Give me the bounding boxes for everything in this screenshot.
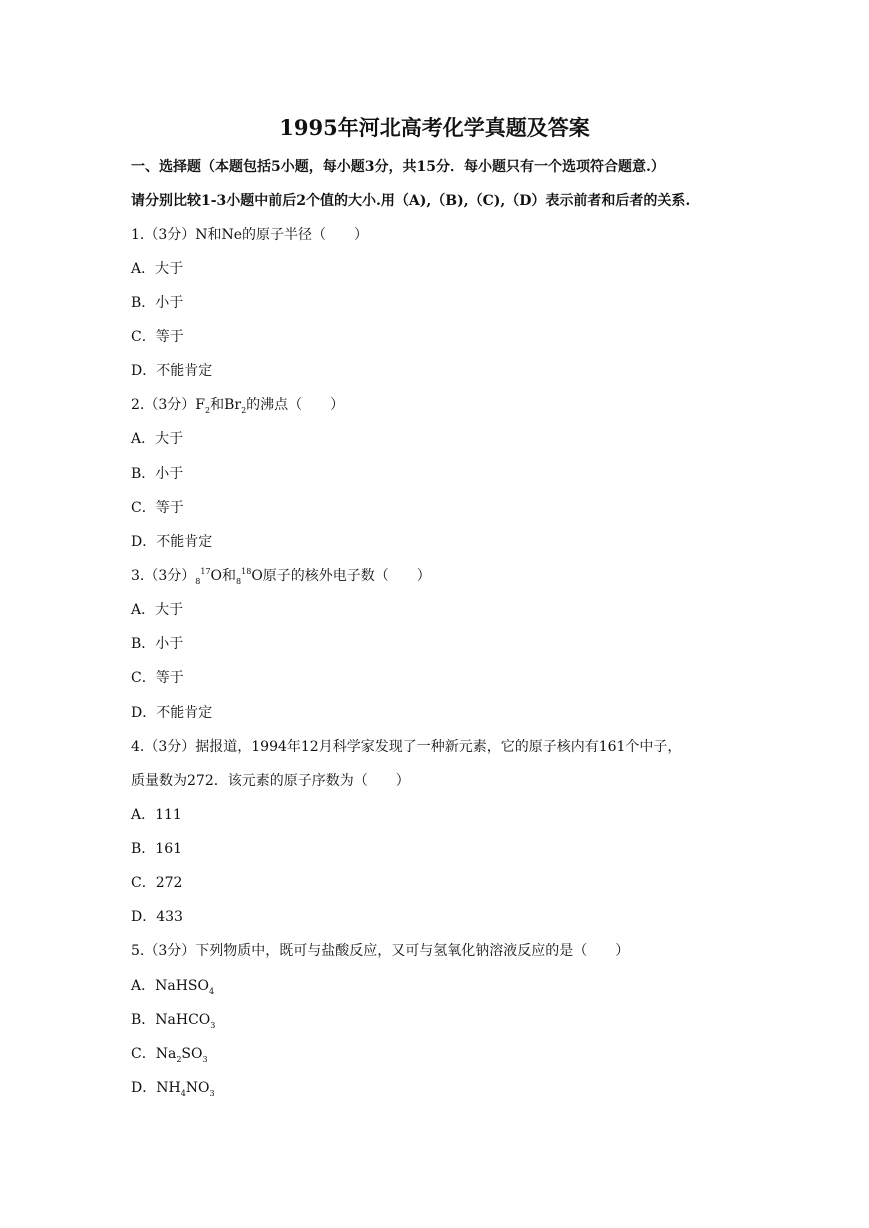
- question-4-option-c: C．272: [131, 875, 183, 891]
- question-3-option-d: D．不能肯定: [131, 705, 213, 721]
- subscript: 3: [202, 1055, 208, 1064]
- question-2-option-d: D．不能肯定: [131, 534, 213, 550]
- question-1-option-c: C．等于: [131, 329, 184, 345]
- question-3-stem: [131, 566, 431, 586]
- question-4-option-b: B．161: [131, 841, 183, 857]
- question-3-stem-part: O和: [210, 568, 237, 584]
- question-3-stem-part: 3.（3分）: [131, 568, 196, 584]
- superscript: 17: [200, 567, 211, 576]
- subscript: 3: [210, 1021, 216, 1030]
- question-2-stem-part: 的沸点（ ）: [246, 397, 345, 413]
- question-1-stem: 1.（3分）N和Ne的原子半径（ ）: [131, 227, 369, 243]
- section-heading: 一、选择题（本题包括5小题，每小题3分，共15分．每小题只有一个选项符合题意.）: [131, 159, 665, 175]
- question-2-option-c: C．等于: [131, 500, 184, 516]
- question-4-option-a: A．111: [131, 807, 182, 823]
- subscript: 8: [236, 577, 242, 586]
- question-2-stem: [131, 395, 344, 415]
- question-5-option-d: [131, 1078, 215, 1098]
- question-4-stem: 4.（3分）据报道，1994年12月科学家发现了一种新元素，它的原子核内有161个中子，: [131, 739, 682, 755]
- question-2-stem-part: 2.（3分）F: [131, 397, 205, 413]
- question-5-option-b: [131, 1010, 215, 1030]
- subscript: 8: [195, 577, 201, 586]
- question-5-stem: 5.（3分）下列物质中，既可与盐酸反应，又可与氢氧化钠溶液反应的是（ ）: [131, 943, 630, 959]
- option-text: D．NH: [131, 1080, 181, 1096]
- question-2-option-b: B．小于: [131, 466, 184, 482]
- option-text: SO: [181, 1046, 203, 1062]
- question-5-option-a: [131, 976, 214, 996]
- subscript: 2: [241, 406, 247, 415]
- option-text: NO: [185, 1080, 210, 1096]
- question-5-option-c: [131, 1044, 208, 1064]
- subscript: 4: [208, 987, 215, 996]
- superscript: 18: [241, 567, 252, 576]
- question-3-option-c: C．等于: [131, 670, 184, 686]
- option-text: A．NaHSO: [131, 978, 209, 994]
- question-1-option-d: D．不能肯定: [131, 363, 213, 379]
- question-4-option-d: D．433: [131, 909, 183, 925]
- question-3-option-b: B．小于: [131, 636, 184, 652]
- subscript: 2: [176, 1055, 182, 1064]
- subscript: 4: [180, 1089, 186, 1098]
- question-1-option-b: B．小于: [131, 295, 184, 311]
- question-4-stem-continued: 质量数为272．该元素的原子序数为（ ）: [131, 773, 410, 789]
- question-2-stem-part: 和Br: [210, 397, 242, 413]
- option-text: C．Na: [131, 1046, 177, 1062]
- question-3-option-a: A．大于: [131, 602, 184, 618]
- subscript: 3: [209, 1089, 215, 1098]
- option-text: B．NaHCO: [131, 1012, 211, 1028]
- question-3-stem-part: O原子的核外电子数（ ）: [251, 568, 431, 584]
- question-2-option-a: A．大于: [131, 431, 184, 447]
- subscript: 2: [204, 406, 211, 415]
- page-title: 1995年河北高考化学真题及答案: [279, 115, 590, 140]
- instruction-text: 请分别比较1-3小题中前后2个值的大小.用（A),（B),（C),（D）表示前者和后者的关系.: [131, 193, 691, 209]
- question-1-option-a: A．大于: [131, 261, 184, 277]
